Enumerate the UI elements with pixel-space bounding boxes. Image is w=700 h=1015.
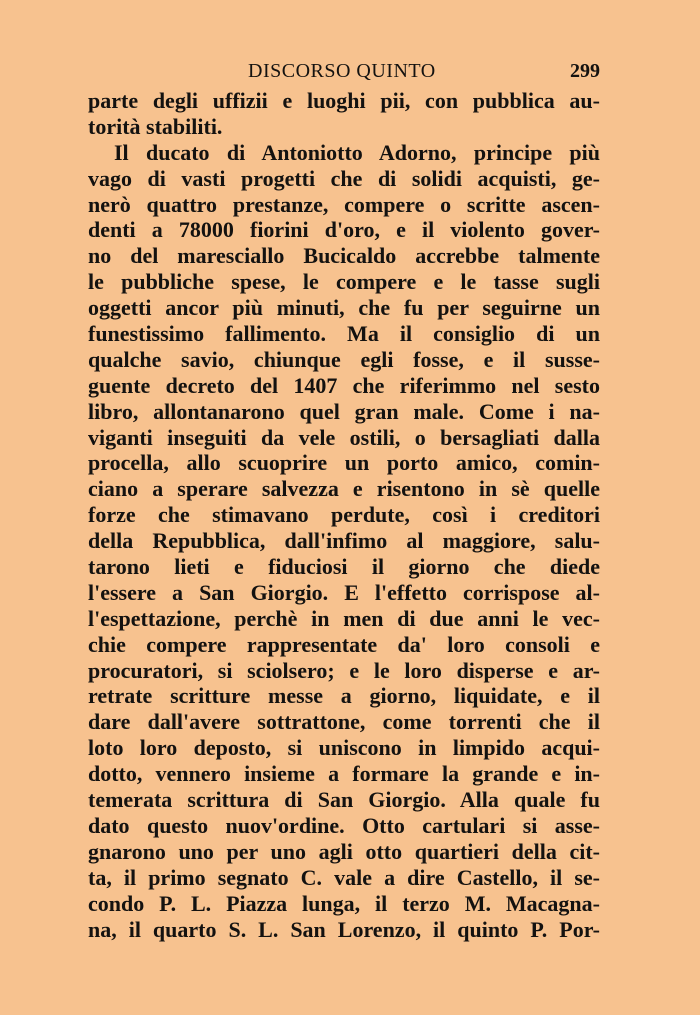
text-line: ta, il primo segnato C. vale a dire Castello, il se- (88, 864, 600, 890)
text-line: libro, allontanarono quel gran male. Come i na- (88, 398, 600, 424)
text-line: gnarono uno per uno agli otto quartieri della cit- (88, 838, 600, 864)
text-line: torità stabiliti. (88, 113, 223, 139)
text-line: no del maresciallo Bucicaldo accrebbe talmente (88, 243, 600, 269)
text-line: dare dall'avere sottrattone, come torrenti che il (88, 709, 600, 735)
text-line: l'espettazione, perchè in men di due anni le vec- (88, 605, 600, 631)
text-line: oggetti ancor più minuti, che fu per seguirne un (88, 295, 600, 321)
page-header (88, 58, 600, 88)
text-line: tarono lieti e fiduciosi il giorno che diede (88, 554, 600, 580)
text-line: le pubbliche spese, le compere e le tasse sugli (88, 269, 600, 295)
text-line: l'essere a San Giorgio. E l'effetto corrispose al- (88, 579, 600, 605)
running-head: DISCORSO QUINTO (248, 60, 436, 82)
text-line: vago di vasti progetti che di solidi acquisti, ge- (88, 165, 600, 191)
text-line: guente decreto del 1407 che riferimmo nel sesto (88, 372, 600, 398)
text-line: dato questo nuov'ordine. Otto cartulari si asse- (88, 812, 600, 838)
text-line: funestissimo fallimento. Ma il consiglio di un (88, 321, 600, 347)
text-line: procuratori, si sciolsero; e le loro disperse e ar- (88, 657, 600, 683)
text-line: denti a 78000 fiorini d'oro, e il violento gover- (88, 217, 600, 243)
text-line: procella, allo scuoprire un porto amico, comin- (88, 450, 600, 476)
text-line: parte degli uffizii e luoghi pii, con pubblica au- (88, 88, 600, 113)
body-text (88, 88, 600, 942)
text-line: Il ducato di Antoniotto Adorno, principe più (114, 139, 600, 165)
text-line: chie compere rappresentate da' loro consoli e (88, 631, 600, 657)
text-line: temerata scrittura di San Giorgio. Alla quale fu (88, 787, 600, 813)
page-number: 299 (570, 60, 600, 82)
text-line: viganti inseguiti da vele ostili, o bersagliati dalla (88, 424, 600, 450)
text-line: della Repubblica, dall'infimo al maggiore, salu- (88, 528, 600, 554)
text-line: qualche savio, chiunque egli fosse, e il susse- (88, 346, 600, 372)
text-line: retrate scritture messe a giorno, liquidate, e il (88, 683, 600, 709)
text-line: loto loro deposto, si uniscono in limpido acqui- (88, 735, 600, 761)
text-line: nerò quattro prestanze, compere o scritte ascen- (88, 191, 600, 217)
text-line: forze che stimavano perdute, così i creditori (88, 502, 600, 528)
text-line: ciano a sperare salvezza e risentono in sè quelle (88, 476, 600, 502)
text-line: dotto, vennero insieme a formare la grande e in- (88, 761, 600, 787)
text-line: na, il quarto S. L. San Lorenzo, il quinto P. Por- (88, 916, 600, 942)
text-line: condo P. L. Piazza lunga, il terzo M. Macagna- (88, 890, 600, 916)
